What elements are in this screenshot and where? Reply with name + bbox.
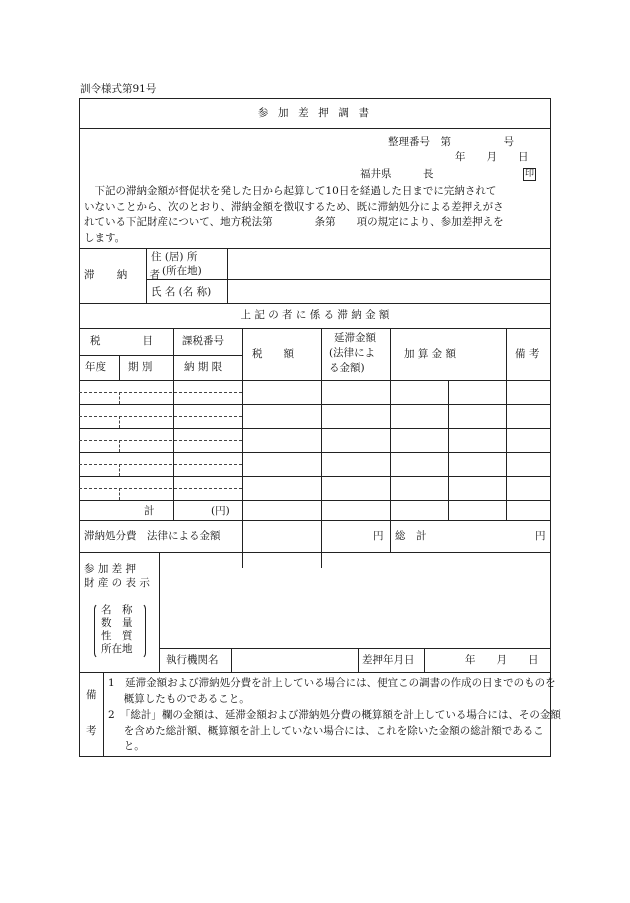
header-fiscal-year: 年度 xyxy=(85,361,106,373)
notes-label-2: 考 xyxy=(86,725,97,737)
intro-line-1: 下記の滞納金額が督促状を発した日から起算して10日を経過した日までに完納されて xyxy=(94,185,497,197)
property-item-quantity: 数 量 xyxy=(101,617,133,629)
intro-paragraph xyxy=(84,184,550,246)
note-item-2: 2 「総計」欄の金額は、延滞金額および滞納処分費の概算額を計上している場合には、その金額を含めた総計額、概算額を計上していない場合には、これを除いた金額の総計額であること。 xyxy=(108,709,561,752)
name-label: 氏 名 (名 称) xyxy=(151,286,212,298)
disposal-cost-unit: 円 xyxy=(373,530,384,542)
address-label: 住 (居) 所 xyxy=(151,251,198,263)
property-item-nature: 性 質 xyxy=(101,630,133,642)
header-due-date: 納 期 限 xyxy=(184,361,223,373)
table-row[interactable] xyxy=(79,452,551,476)
agency-label: 執行機関名 xyxy=(166,654,219,666)
header-tax-number: 課税番号 xyxy=(182,335,224,347)
taxpayer-label: 滞 納 者 xyxy=(84,269,170,281)
reference-number: 整理番号 第 号 xyxy=(388,136,514,148)
header-tax-item: 税 目 xyxy=(90,335,153,347)
notes-label-1: 備 xyxy=(86,689,97,701)
table-row[interactable] xyxy=(79,404,551,428)
intro-line-2: いないことから、次のとおり、滞納金額を徴収するため、既に滞納処分による差押えがさ xyxy=(84,200,504,213)
property-label-1: 参 加 差 押 xyxy=(84,563,137,575)
table-row[interactable] xyxy=(79,476,551,500)
header-late-fee-2: (法律によ xyxy=(329,347,376,359)
document-date: 年 月 日 xyxy=(455,151,529,163)
amount-section-title: 上 記 の 者 に 係 る 滞 納 金 額 xyxy=(240,309,390,321)
property-item-location: 所在地 xyxy=(101,643,133,655)
intro-line-4: します。 xyxy=(84,231,126,244)
document-title: 参 加 差 押 調 書 xyxy=(257,107,373,119)
header-late-fee-1: 延滞金額 xyxy=(334,332,376,344)
table-row[interactable] xyxy=(79,428,551,452)
issuer-name: 福井県 長 xyxy=(360,168,434,180)
form-number: 訓令様式第91号 xyxy=(80,83,157,95)
note-item-1: 1 延滞金額および滞納処分費を計上している場合には、便宜この調書の作成の日までのものを概算したものであること。 xyxy=(108,677,556,705)
header-period: 期 別 xyxy=(128,361,153,373)
property-label-2: 財 産 の 表 示 xyxy=(84,577,150,589)
intro-line-3: れている下記財産について、地方税法第 条第 項の規定により、参加差押えを xyxy=(84,216,504,228)
header-tax-amount: 税 額 xyxy=(252,348,294,360)
property-description-field[interactable] xyxy=(160,553,550,647)
total-unit: (円) xyxy=(211,505,230,517)
total-label: 計 xyxy=(144,505,155,517)
grand-total-label: 総 計 xyxy=(395,530,427,542)
seizure-date-label: 差押年月日 xyxy=(362,654,415,666)
seal-mark: 印 xyxy=(524,169,534,179)
seizure-date-value[interactable]: 年 月 日 xyxy=(465,654,539,666)
agency-field[interactable] xyxy=(232,649,357,671)
address-sublabel: (所在地) xyxy=(162,265,202,277)
grand-total-unit: 円 xyxy=(535,530,546,542)
disposal-cost-label: 滞納処分費 法律による金額 xyxy=(84,530,221,542)
header-remarks: 備 考 xyxy=(515,348,540,360)
property-item-name: 名 称 xyxy=(101,604,133,616)
header-late-fee-3: る金額) xyxy=(329,362,365,374)
amount-table-body xyxy=(79,380,551,500)
table-row[interactable] xyxy=(79,380,551,404)
header-additional-amount: 加 算 金 額 xyxy=(404,348,457,360)
